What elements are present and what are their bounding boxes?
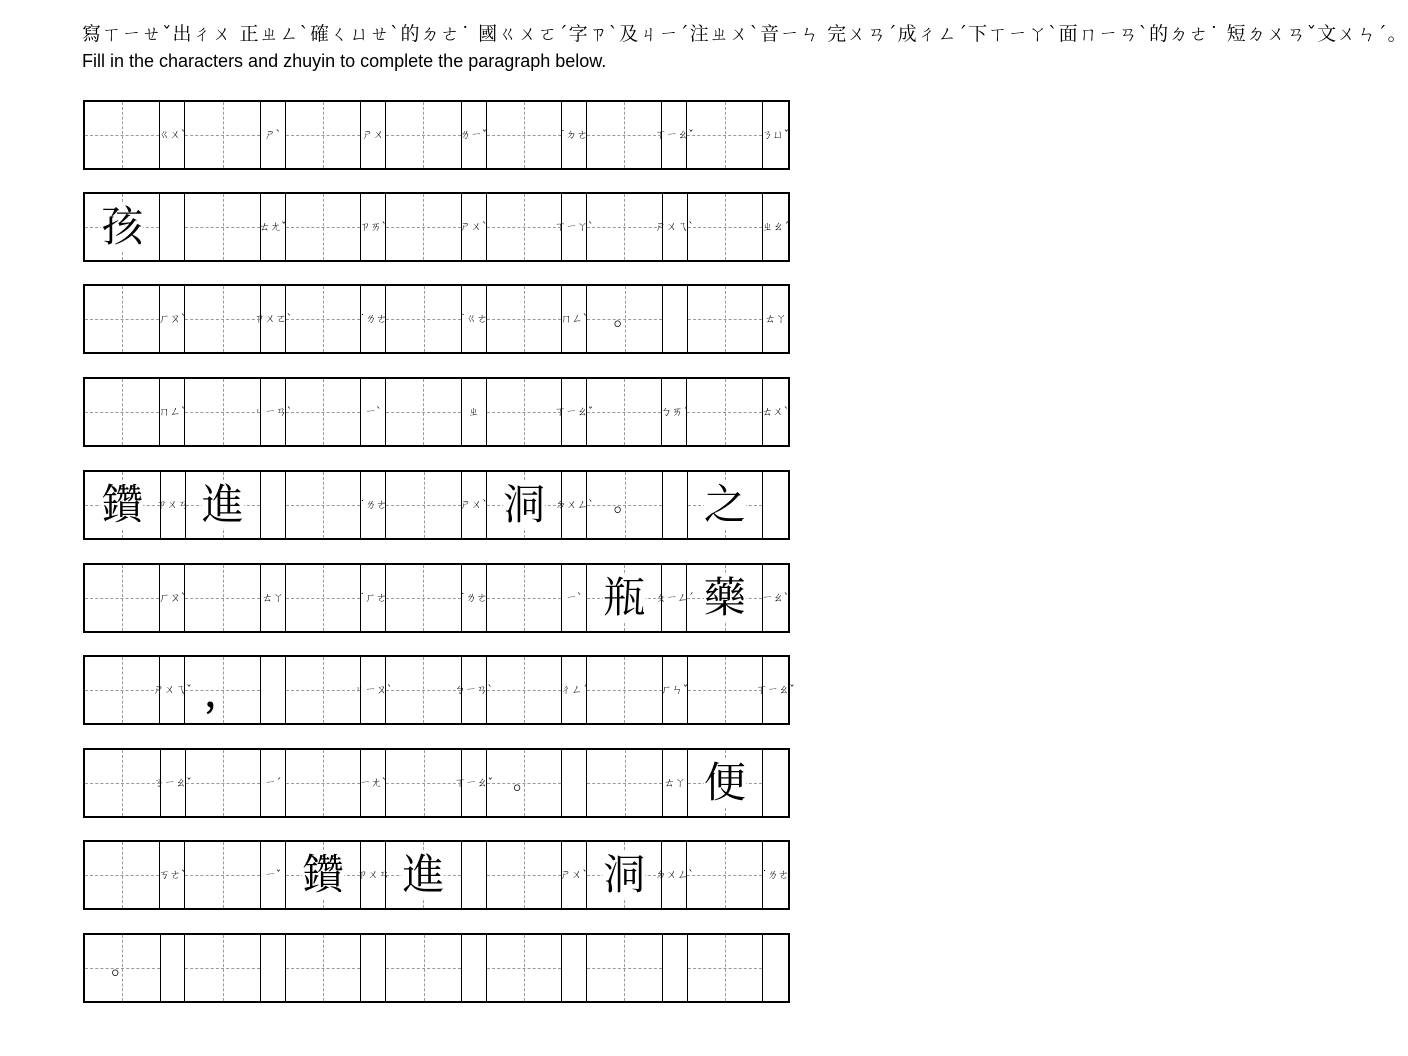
zhuyin-box[interactable] [160, 842, 185, 908]
instructions [82, 22, 1408, 72]
zhuyin-box[interactable] [763, 472, 788, 538]
zhuyin-text: ㄧˊ [264, 776, 282, 789]
zhuyin-box[interactable] [361, 565, 386, 631]
character-text: 便 [703, 758, 746, 807]
zhuyin-box[interactable] [562, 842, 587, 908]
zhuyin-box[interactable] [763, 842, 788, 908]
character-box[interactable] [286, 379, 361, 445]
punctuation-mark: 。 [613, 306, 636, 331]
zhuyin-box[interactable] [555, 472, 594, 538]
zhuyin-box[interactable] [361, 472, 386, 538]
zhuyin-box[interactable] [562, 565, 587, 631]
zhuyin-box[interactable] [562, 935, 587, 1001]
zhuyin-box[interactable] [361, 286, 386, 352]
character-box[interactable] [286, 657, 361, 723]
zhuyin-box[interactable] [763, 565, 788, 631]
zhuyin-text: ㄊㄚ [663, 776, 686, 789]
zhuyin-box[interactable] [655, 565, 694, 631]
character-box[interactable] [688, 472, 764, 538]
character-box[interactable] [85, 286, 160, 352]
zhuyin-text: ㄗㄨㄢ [156, 498, 189, 511]
zhuyin-text: ㄧˇ [264, 868, 282, 881]
character-box[interactable] [185, 102, 260, 168]
grid-row [83, 840, 790, 910]
grid-row [83, 655, 795, 725]
zhuyin-text: ㄒㄧㄠˇ [756, 683, 795, 696]
character-box[interactable] [587, 102, 662, 168]
zhuyin-box[interactable] [554, 194, 594, 260]
punctuation-mark: 。 [513, 770, 536, 795]
zhuyin-text: ㄌㄧˇ [459, 128, 488, 141]
character-box[interactable] [386, 286, 461, 352]
grid-row [83, 748, 790, 818]
character-box[interactable] [688, 750, 764, 816]
character-box[interactable] [688, 657, 763, 723]
zhuyin-text: ㄗㄨㄛˋ [253, 312, 293, 325]
character-box[interactable] [286, 565, 361, 631]
zhuyin-box[interactable] [261, 750, 286, 816]
zhuyin-text: ㄓㄠˊ [761, 220, 790, 233]
zhuyin-text: ㄕㄨˋ [460, 498, 488, 511]
zhuyin-box[interactable] [462, 379, 487, 445]
zhuyin-box[interactable] [353, 657, 393, 723]
zhuyin-text: ㄕㄨㄟˇ [153, 683, 192, 696]
character-box[interactable] [286, 750, 362, 816]
zhuyin-text: ˙ㄌㄜ [761, 868, 790, 881]
zhuyin-box[interactable] [261, 472, 286, 538]
zhuyin-box[interactable] [763, 750, 788, 816]
character-box[interactable] [687, 842, 762, 908]
zhuyin-box[interactable] [459, 565, 488, 631]
character-box[interactable] [386, 379, 461, 445]
zhuyin-box[interactable] [459, 194, 488, 260]
instruction-english: Fill in the characters and zhuyin to complete the paragraph below. [82, 51, 607, 71]
character-text: 藥 [703, 573, 746, 622]
grid-row [83, 377, 790, 447]
grid-row [83, 192, 790, 262]
character-box[interactable] [85, 657, 160, 723]
character-box[interactable] [688, 286, 763, 352]
character-box[interactable] [487, 750, 563, 816]
zhuyin-box[interactable] [554, 379, 594, 445]
zhuyin-box[interactable] [253, 379, 293, 445]
character-text: 鑽 [101, 480, 144, 529]
zhuyin-text: ˙ㄉㄜ [560, 128, 588, 141]
character-box[interactable] [688, 935, 764, 1001]
zhuyin-box[interactable] [361, 379, 386, 445]
zhuyin-box[interactable] [562, 102, 587, 168]
grid-row [83, 470, 790, 540]
character-box[interactable] [186, 750, 262, 816]
character-box[interactable] [85, 194, 160, 260]
zhuyin-text: ˙ㄍㄜ [460, 312, 488, 325]
character-box[interactable] [286, 194, 361, 260]
zhuyin-box[interactable] [462, 472, 487, 538]
character-box[interactable] [85, 935, 161, 1001]
instruction-chinese: 寫ㄒㄧㄝˇ出ㄔㄨ 正ㄓㄥˋ確ㄑㄩㄝˋ的ㄉㄜ˙ 國ㄍㄨㄛˊ字ㄗˋ及ㄐㄧˊ注ㄓㄨˋ音ㄧㄣ 完ㄨㄢˊ成ㄔㄥˊ下ㄒㄧㄚˋ面ㄇㄧㄢˋ的ㄉㄜ˙ 短ㄉㄨㄢˇ文ㄨㄣˊ。 [82, 23, 1408, 45]
character-box[interactable] [687, 379, 762, 445]
zhuyin-box[interactable] [663, 935, 688, 1001]
zhuyin-box[interactable] [763, 102, 788, 168]
zhuyin-box[interactable] [655, 842, 694, 908]
zhuyin-text: ㄧˋ [365, 405, 382, 418]
character-box[interactable] [386, 935, 462, 1001]
character-text: 孩 [101, 202, 144, 251]
character-box[interactable] [386, 102, 461, 168]
zhuyin-box[interactable] [160, 379, 185, 445]
zhuyin-text: ㄒㄧㄚˋ [554, 220, 594, 233]
character-box[interactable] [185, 565, 260, 631]
zhuyin-box[interactable] [356, 842, 390, 908]
zhuyin-box[interactable] [459, 102, 488, 168]
character-text: 洞 [603, 850, 646, 899]
zhuyin-text: ㄊㄚ [261, 591, 284, 604]
character-box[interactable] [286, 472, 362, 538]
zhuyin-text: ˙ㄌㄜ [459, 591, 488, 604]
zhuyin-text: ㄏㄣˇ [660, 683, 689, 696]
character-box[interactable] [286, 842, 361, 908]
character-box[interactable] [386, 842, 461, 908]
zhuyin-text: ㄒㄧㄠˇ [454, 776, 494, 789]
zhuyin-box[interactable] [361, 102, 386, 168]
character-box[interactable] [587, 750, 663, 816]
character-box[interactable] [85, 842, 160, 908]
character-box[interactable] [286, 102, 361, 168]
zhuyin-box[interactable] [361, 194, 386, 260]
zhuyin-box[interactable] [160, 102, 185, 168]
zhuyin-text: ㄇㄥˋ [560, 312, 589, 325]
zhuyin-text: ㄉㄨㄥˋ [555, 498, 594, 511]
zhuyin-box[interactable] [156, 472, 189, 538]
grid-row [83, 933, 790, 1003]
zhuyin-box[interactable] [562, 657, 587, 723]
character-text: 之 [703, 480, 746, 529]
character-text: 鑽 [301, 850, 344, 899]
character-box[interactable] [587, 194, 662, 260]
zhuyin-text: ㄆㄧㄥˊ [655, 591, 694, 604]
zhuyin-box[interactable] [763, 379, 788, 445]
zhuyin-box[interactable] [454, 750, 494, 816]
zhuyin-text: ˙ㄌㄜ [359, 498, 388, 511]
character-box[interactable] [687, 102, 762, 168]
zhuyin-text: ㄧˋ [565, 591, 583, 604]
zhuyin-box[interactable] [763, 194, 788, 260]
zhuyin-text: ㄊㄚ [764, 312, 787, 325]
punctuation-mark: 。 [613, 492, 636, 517]
character-box[interactable] [85, 472, 161, 538]
zhuyin-text: ㄎㄜˇ [158, 868, 187, 881]
grid-row [83, 284, 790, 354]
zhuyin-box[interactable] [663, 750, 688, 816]
zhuyin-box[interactable] [253, 286, 293, 352]
zhuyin-box[interactable] [562, 750, 587, 816]
zhuyin-box[interactable] [261, 842, 286, 908]
zhuyin-box[interactable] [763, 286, 788, 352]
zhuyin-text: ㄗㄨㄢ [356, 868, 390, 881]
character-text: 洞 [503, 480, 546, 529]
character-box[interactable] [186, 472, 262, 538]
grid-row [83, 563, 790, 633]
character-text: 進 [402, 850, 445, 899]
character-box[interactable] [487, 657, 562, 723]
zhuyin-box[interactable] [153, 750, 192, 816]
zhuyin-box[interactable] [462, 842, 487, 908]
character-box[interactable] [286, 286, 361, 352]
character-box[interactable] [85, 565, 160, 631]
character-box[interactable] [85, 379, 160, 445]
zhuyin-text: ㄕㄨ [362, 128, 385, 141]
zhuyin-text: ㄐㄧㄡˋ [353, 683, 393, 696]
zhuyin-text: ㄔㄥˊ [560, 683, 588, 696]
zhuyin-box[interactable] [662, 379, 687, 445]
zhuyin-text: ㄇㄥˋ [158, 405, 187, 418]
character-box[interactable] [487, 194, 562, 260]
zhuyin-box[interactable] [258, 194, 287, 260]
character-box[interactable] [185, 657, 260, 723]
zhuyin-box[interactable] [160, 286, 185, 352]
zhuyin-text: ㄏㄡˋ [158, 591, 187, 604]
character-box[interactable] [386, 750, 462, 816]
character-box[interactable] [386, 565, 461, 631]
zhuyin-text: ㄒㄧㄠˇ [554, 405, 594, 418]
zhuyin-box[interactable] [756, 657, 795, 723]
character-box[interactable] [185, 194, 260, 260]
zhuyin-text: ㄐㄧㄢˋ [253, 405, 293, 418]
zhuyin-text: ㄅㄞˊ [660, 405, 689, 418]
zhuyin-text: ㄊㄤˇ [258, 220, 287, 233]
zhuyin-box[interactable] [454, 657, 493, 723]
zhuyin-box[interactable] [261, 102, 286, 168]
character-box[interactable] [587, 286, 662, 352]
zhuyin-box[interactable] [153, 657, 192, 723]
zhuyin-text: ㄧㄠˋ [761, 591, 790, 604]
punctuation-mark: 。 [111, 955, 134, 980]
zhuyin-box[interactable] [562, 286, 587, 352]
zhuyin-text: ㄧㄤˋ [359, 776, 388, 789]
zhuyin-text: ㄕㄨˋ [459, 220, 488, 233]
character-box[interactable] [487, 842, 562, 908]
character-box[interactable] [185, 286, 260, 352]
zhuyin-box[interactable] [660, 657, 689, 723]
zhuyin-box[interactable] [361, 935, 386, 1001]
zhuyin-text: ㄒㄧㄠˇ [655, 128, 694, 141]
zhuyin-box[interactable] [655, 194, 694, 260]
zhuyin-text: ㄕㄨㄟˋ [655, 220, 694, 233]
zhuyin-text: ㄗㄞˋ [359, 220, 387, 233]
zhuyin-text: ㄊㄨˋ [761, 405, 790, 418]
character-box[interactable] [487, 286, 562, 352]
character-text: 進 [201, 480, 244, 529]
zhuyin-box[interactable] [161, 935, 186, 1001]
character-box[interactable] [587, 657, 662, 723]
character-box[interactable] [487, 102, 562, 168]
character-box[interactable] [587, 842, 662, 908]
character-box[interactable] [687, 565, 762, 631]
zhuyin-box[interactable] [361, 750, 386, 816]
character-box[interactable] [688, 194, 763, 260]
zhuyin-text: ㄏㄡˋ [158, 312, 187, 325]
character-box[interactable] [185, 379, 260, 445]
zhuyin-text: ˙ㄌㄜ [359, 312, 388, 325]
character-box[interactable] [386, 472, 462, 538]
character-box[interactable] [386, 194, 461, 260]
character-box[interactable] [587, 379, 662, 445]
zhuyin-box[interactable] [261, 657, 286, 723]
character-box[interactable] [487, 379, 562, 445]
character-box[interactable] [487, 472, 563, 538]
character-box[interactable] [587, 472, 663, 538]
character-box[interactable] [587, 935, 663, 1001]
zhuyin-text: ㄉㄨㄥˋ [655, 868, 694, 881]
character-box[interactable] [85, 750, 161, 816]
zhuyin-box[interactable] [663, 472, 688, 538]
character-box[interactable] [587, 565, 662, 631]
zhuyin-text: ㄋㄩˇ [761, 128, 790, 141]
zhuyin-box[interactable] [160, 194, 185, 260]
zhuyin-box[interactable] [261, 935, 286, 1001]
character-box[interactable] [185, 935, 261, 1001]
character-text: 瓶 [603, 573, 646, 622]
zhuyin-text: ˙ㄏㄜ [359, 591, 387, 604]
grid-row [83, 100, 790, 170]
character-box[interactable] [85, 102, 160, 168]
zhuyin-text: ㄍㄨˋ [158, 128, 187, 141]
zhuyin-text: ㄕㄨˋ [560, 868, 588, 881]
character-box[interactable] [487, 565, 562, 631]
zhuyin-box[interactable] [261, 565, 286, 631]
zhuyin-text: ㄋㄧㄠˇ [153, 776, 192, 789]
character-box[interactable] [185, 842, 260, 908]
zhuyin-text: ㄅㄧㄢˋ [454, 683, 493, 696]
character-box[interactable] [386, 657, 461, 723]
punctuation-mark: ， [204, 673, 241, 715]
zhuyin-text: ㄕˋ [264, 128, 282, 141]
zhuyin-box[interactable] [763, 935, 788, 1001]
zhuyin-box[interactable] [160, 565, 185, 631]
zhuyin-text: ㄓ [468, 405, 480, 418]
character-box[interactable] [286, 935, 362, 1001]
zhuyin-box[interactable] [655, 102, 694, 168]
zhuyin-box[interactable] [663, 286, 688, 352]
character-box[interactable] [487, 935, 563, 1001]
zhuyin-box[interactable] [462, 935, 487, 1001]
zhuyin-box[interactable] [462, 286, 487, 352]
